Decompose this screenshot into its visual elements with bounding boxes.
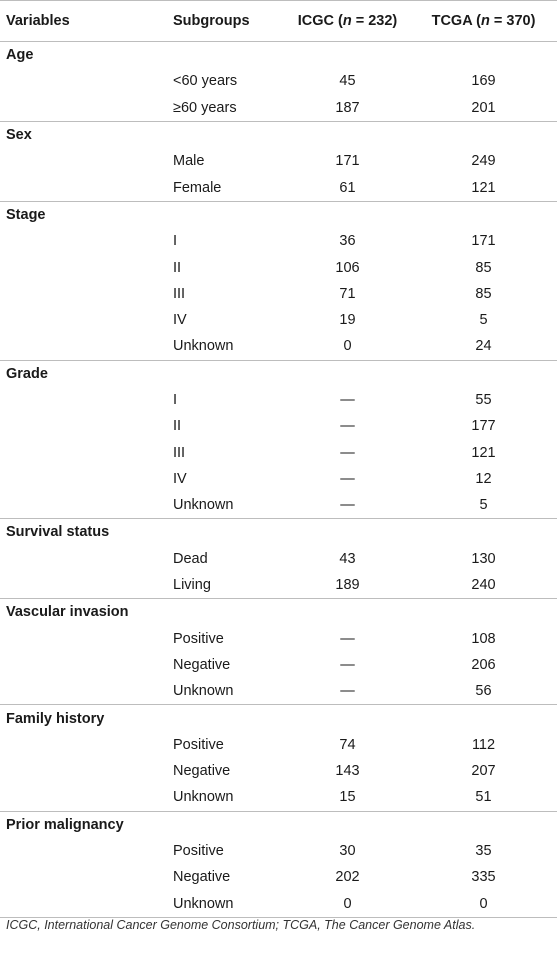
tcga-value-cell: 0 (410, 891, 557, 918)
icgc-value-cell: 45 (339, 73, 356, 90)
table-row (0, 228, 557, 254)
table-row (0, 387, 557, 413)
table-row (0, 626, 557, 652)
icgc-value-cell: 202 (335, 869, 360, 886)
header-tcga-suffix: = 370) (489, 13, 536, 29)
tcga-value-cell: 55 (475, 392, 492, 408)
subgroup-cell: III (173, 444, 186, 461)
subgroup-cell: Negative (173, 656, 231, 673)
table-row (0, 492, 557, 519)
empty-cell (0, 838, 165, 864)
empty-cell (0, 678, 165, 705)
tcga-value-cell: 24 (475, 338, 492, 355)
empty-cell (0, 148, 165, 174)
table-row (0, 784, 557, 811)
icgc-value-cell: 0 (285, 891, 410, 918)
group-row (0, 360, 557, 387)
empty-cell (0, 758, 165, 784)
group-label: Grade (0, 360, 165, 387)
empty-cell (410, 519, 557, 546)
icgc-value-cell: — (340, 497, 355, 514)
empty-cell (0, 307, 165, 333)
subgroup-cell: Unknown (173, 497, 234, 514)
tcga-value-cell: 177 (471, 418, 496, 435)
subgroup-cell: Positive (173, 736, 224, 753)
table-row (0, 174, 557, 201)
table-row (0, 254, 557, 280)
table-row (0, 68, 557, 94)
empty-cell (165, 42, 285, 69)
tcga-value-cell: 335 (471, 869, 496, 886)
empty-cell (0, 626, 165, 652)
icgc-value-cell: — (340, 630, 355, 647)
table-row (0, 652, 557, 678)
icgc-value-cell: 43 (339, 550, 356, 567)
group-label: Sex (0, 121, 165, 148)
empty-cell (0, 466, 165, 492)
tcga-value-cell: 249 (471, 153, 496, 170)
empty-cell (165, 705, 285, 732)
icgc-value-cell: 74 (339, 736, 356, 753)
subgroup-cell: IV (173, 470, 187, 487)
empty-cell (410, 42, 557, 69)
header-icgc-prefix: ICGC ( (297, 13, 343, 29)
icgc-value-cell: 30 (339, 843, 356, 860)
subgroup-cell: Unknown (165, 891, 285, 918)
icgc-value-cell: 15 (339, 789, 356, 806)
header-icgc-suffix: = 232) (351, 13, 398, 29)
table-row (0, 307, 557, 333)
table-row (0, 678, 557, 705)
group-label: Prior malignancy (0, 811, 165, 838)
empty-cell (0, 387, 165, 413)
tcga-value-cell: 5 (479, 312, 488, 329)
empty-cell (285, 360, 410, 387)
subgroup-cell: Negative (173, 763, 231, 780)
subgroup-cell: Dead (173, 550, 208, 567)
table-row (0, 95, 557, 122)
icgc-value-cell: 0 (343, 338, 352, 355)
subgroup-cell: IV (173, 312, 187, 329)
empty-cell (0, 572, 165, 599)
empty-cell (285, 811, 410, 838)
empty-cell (410, 811, 557, 838)
empty-cell (0, 174, 165, 201)
subgroup-cell: ≥60 years (173, 99, 237, 116)
icgc-value-cell: 171 (335, 153, 360, 170)
header-variables: Variables (0, 1, 165, 42)
group-row (0, 519, 557, 546)
icgc-value-cell: 106 (335, 259, 360, 276)
tcga-value-cell: 56 (475, 683, 492, 700)
empty-cell (165, 811, 285, 838)
icgc-value-cell: 61 (339, 179, 356, 196)
icgc-value-cell: — (340, 444, 355, 461)
subgroup-cell: II (173, 418, 182, 435)
group-label: Survival status (0, 519, 165, 546)
empty-cell (410, 599, 557, 626)
table-row (0, 148, 557, 174)
subgroup-cell: Unknown (173, 789, 234, 806)
subgroup-cell: Positive (173, 630, 224, 647)
empty-cell (165, 599, 285, 626)
table-row (0, 838, 557, 864)
subgroup-cell: Living (173, 577, 211, 594)
group-row (0, 201, 557, 228)
group-row (0, 705, 557, 732)
empty-cell (0, 891, 165, 918)
tcga-value-cell: 85 (475, 285, 492, 302)
empty-cell (0, 439, 165, 465)
table-row (0, 439, 557, 465)
icgc-value-cell: 187 (335, 99, 360, 116)
empty-cell (0, 333, 165, 360)
empty-cell (0, 732, 165, 758)
icgc-value-cell: 189 (335, 577, 360, 594)
empty-cell (0, 254, 165, 280)
empty-cell (410, 705, 557, 732)
icgc-value-cell: — (340, 470, 355, 487)
empty-cell (410, 121, 557, 148)
header-icgc-n: n (342, 13, 352, 29)
tcga-value-cell: 121 (471, 179, 496, 196)
icgc-value-cell: 143 (335, 763, 360, 780)
tcga-value-cell: 206 (471, 656, 496, 673)
empty-cell (285, 121, 410, 148)
tcga-value-cell: 85 (475, 259, 492, 276)
table-row (0, 758, 557, 784)
subgroup-cell: <60 years (173, 73, 238, 90)
tcga-value-cell: 207 (471, 763, 496, 780)
table-row (0, 572, 557, 599)
empty-cell (410, 360, 557, 387)
header-tcga-n: n (481, 13, 490, 29)
group-row (0, 811, 557, 838)
tcga-value-cell: 169 (471, 73, 496, 90)
empty-cell (0, 95, 165, 122)
subgroup-cell: Male (173, 153, 205, 170)
icgc-value-cell: — (340, 683, 355, 700)
icgc-value-cell: — (340, 418, 355, 435)
subgroup-cell: I (173, 233, 178, 250)
subgroup-cell: Positive (173, 843, 224, 860)
tcga-value-cell: 201 (471, 99, 496, 116)
empty-cell (0, 652, 165, 678)
table-row (0, 732, 557, 758)
tcga-value-cell: 51 (475, 789, 492, 806)
header-tcga (410, 1, 557, 42)
group-row (0, 42, 557, 69)
tcga-value-cell: 121 (471, 444, 496, 461)
empty-cell (285, 599, 410, 626)
empty-cell (285, 705, 410, 732)
header-icgc (285, 1, 410, 42)
empty-cell (165, 360, 285, 387)
table-body (0, 42, 557, 918)
tcga-value-cell: 130 (471, 550, 496, 567)
tcga-value-cell: 5 (479, 497, 488, 514)
subgroup-cell: Negative (173, 869, 231, 886)
icgc-value-cell: — (340, 656, 355, 673)
subgroup-cell: Unknown (173, 683, 234, 700)
group-row (0, 121, 557, 148)
subgroup-cell: Unknown (173, 338, 234, 355)
empty-cell (0, 492, 165, 519)
empty-cell (410, 201, 557, 228)
header-subgroups: Subgroups (165, 1, 285, 42)
tcga-value-cell: 240 (471, 577, 496, 594)
table-row (0, 413, 557, 439)
tcga-value-cell: 35 (475, 843, 492, 860)
empty-cell (285, 42, 410, 69)
empty-cell (165, 519, 285, 546)
group-label: Vascular invasion (0, 599, 165, 626)
empty-cell (285, 201, 410, 228)
empty-cell (0, 68, 165, 94)
group-label: Stage (0, 201, 165, 228)
table-row (0, 281, 557, 307)
subgroup-cell: II (173, 259, 182, 276)
empty-cell (165, 121, 285, 148)
table-row (0, 466, 557, 492)
header-tcga-prefix: TCGA ( (431, 13, 481, 29)
tcga-value-cell: 12 (475, 470, 492, 487)
group-row (0, 599, 557, 626)
empty-cell (0, 546, 165, 572)
empty-cell (285, 519, 410, 546)
table-header (0, 1, 557, 42)
group-label: Family history (0, 705, 165, 732)
tcga-value-cell: 108 (471, 630, 496, 647)
table-footnote: ICGC, International Cancer Genome Consortium; TCGA, The Cancer Genome Atlas. (6, 918, 476, 932)
icgc-value-cell: 36 (339, 233, 356, 250)
subgroup-cell: III (173, 285, 186, 302)
empty-cell (0, 228, 165, 254)
empty-cell (0, 864, 165, 890)
table-row (0, 891, 557, 918)
header-row (0, 1, 557, 42)
icgc-value-cell: 19 (339, 312, 356, 329)
tcga-value-cell: 112 (471, 736, 496, 753)
icgc-value-cell: 71 (339, 285, 356, 302)
table-row (0, 333, 557, 360)
subgroup-cell: Female (173, 179, 222, 196)
subgroup-cell: I (173, 392, 178, 408)
empty-cell (0, 784, 165, 811)
empty-cell (0, 413, 165, 439)
group-label: Age (0, 42, 165, 69)
icgc-value-cell: — (340, 392, 355, 408)
table-row (0, 864, 557, 890)
tcga-value-cell: 171 (471, 233, 496, 250)
table-row (0, 546, 557, 572)
empty-cell (0, 281, 165, 307)
empty-cell (165, 201, 285, 228)
